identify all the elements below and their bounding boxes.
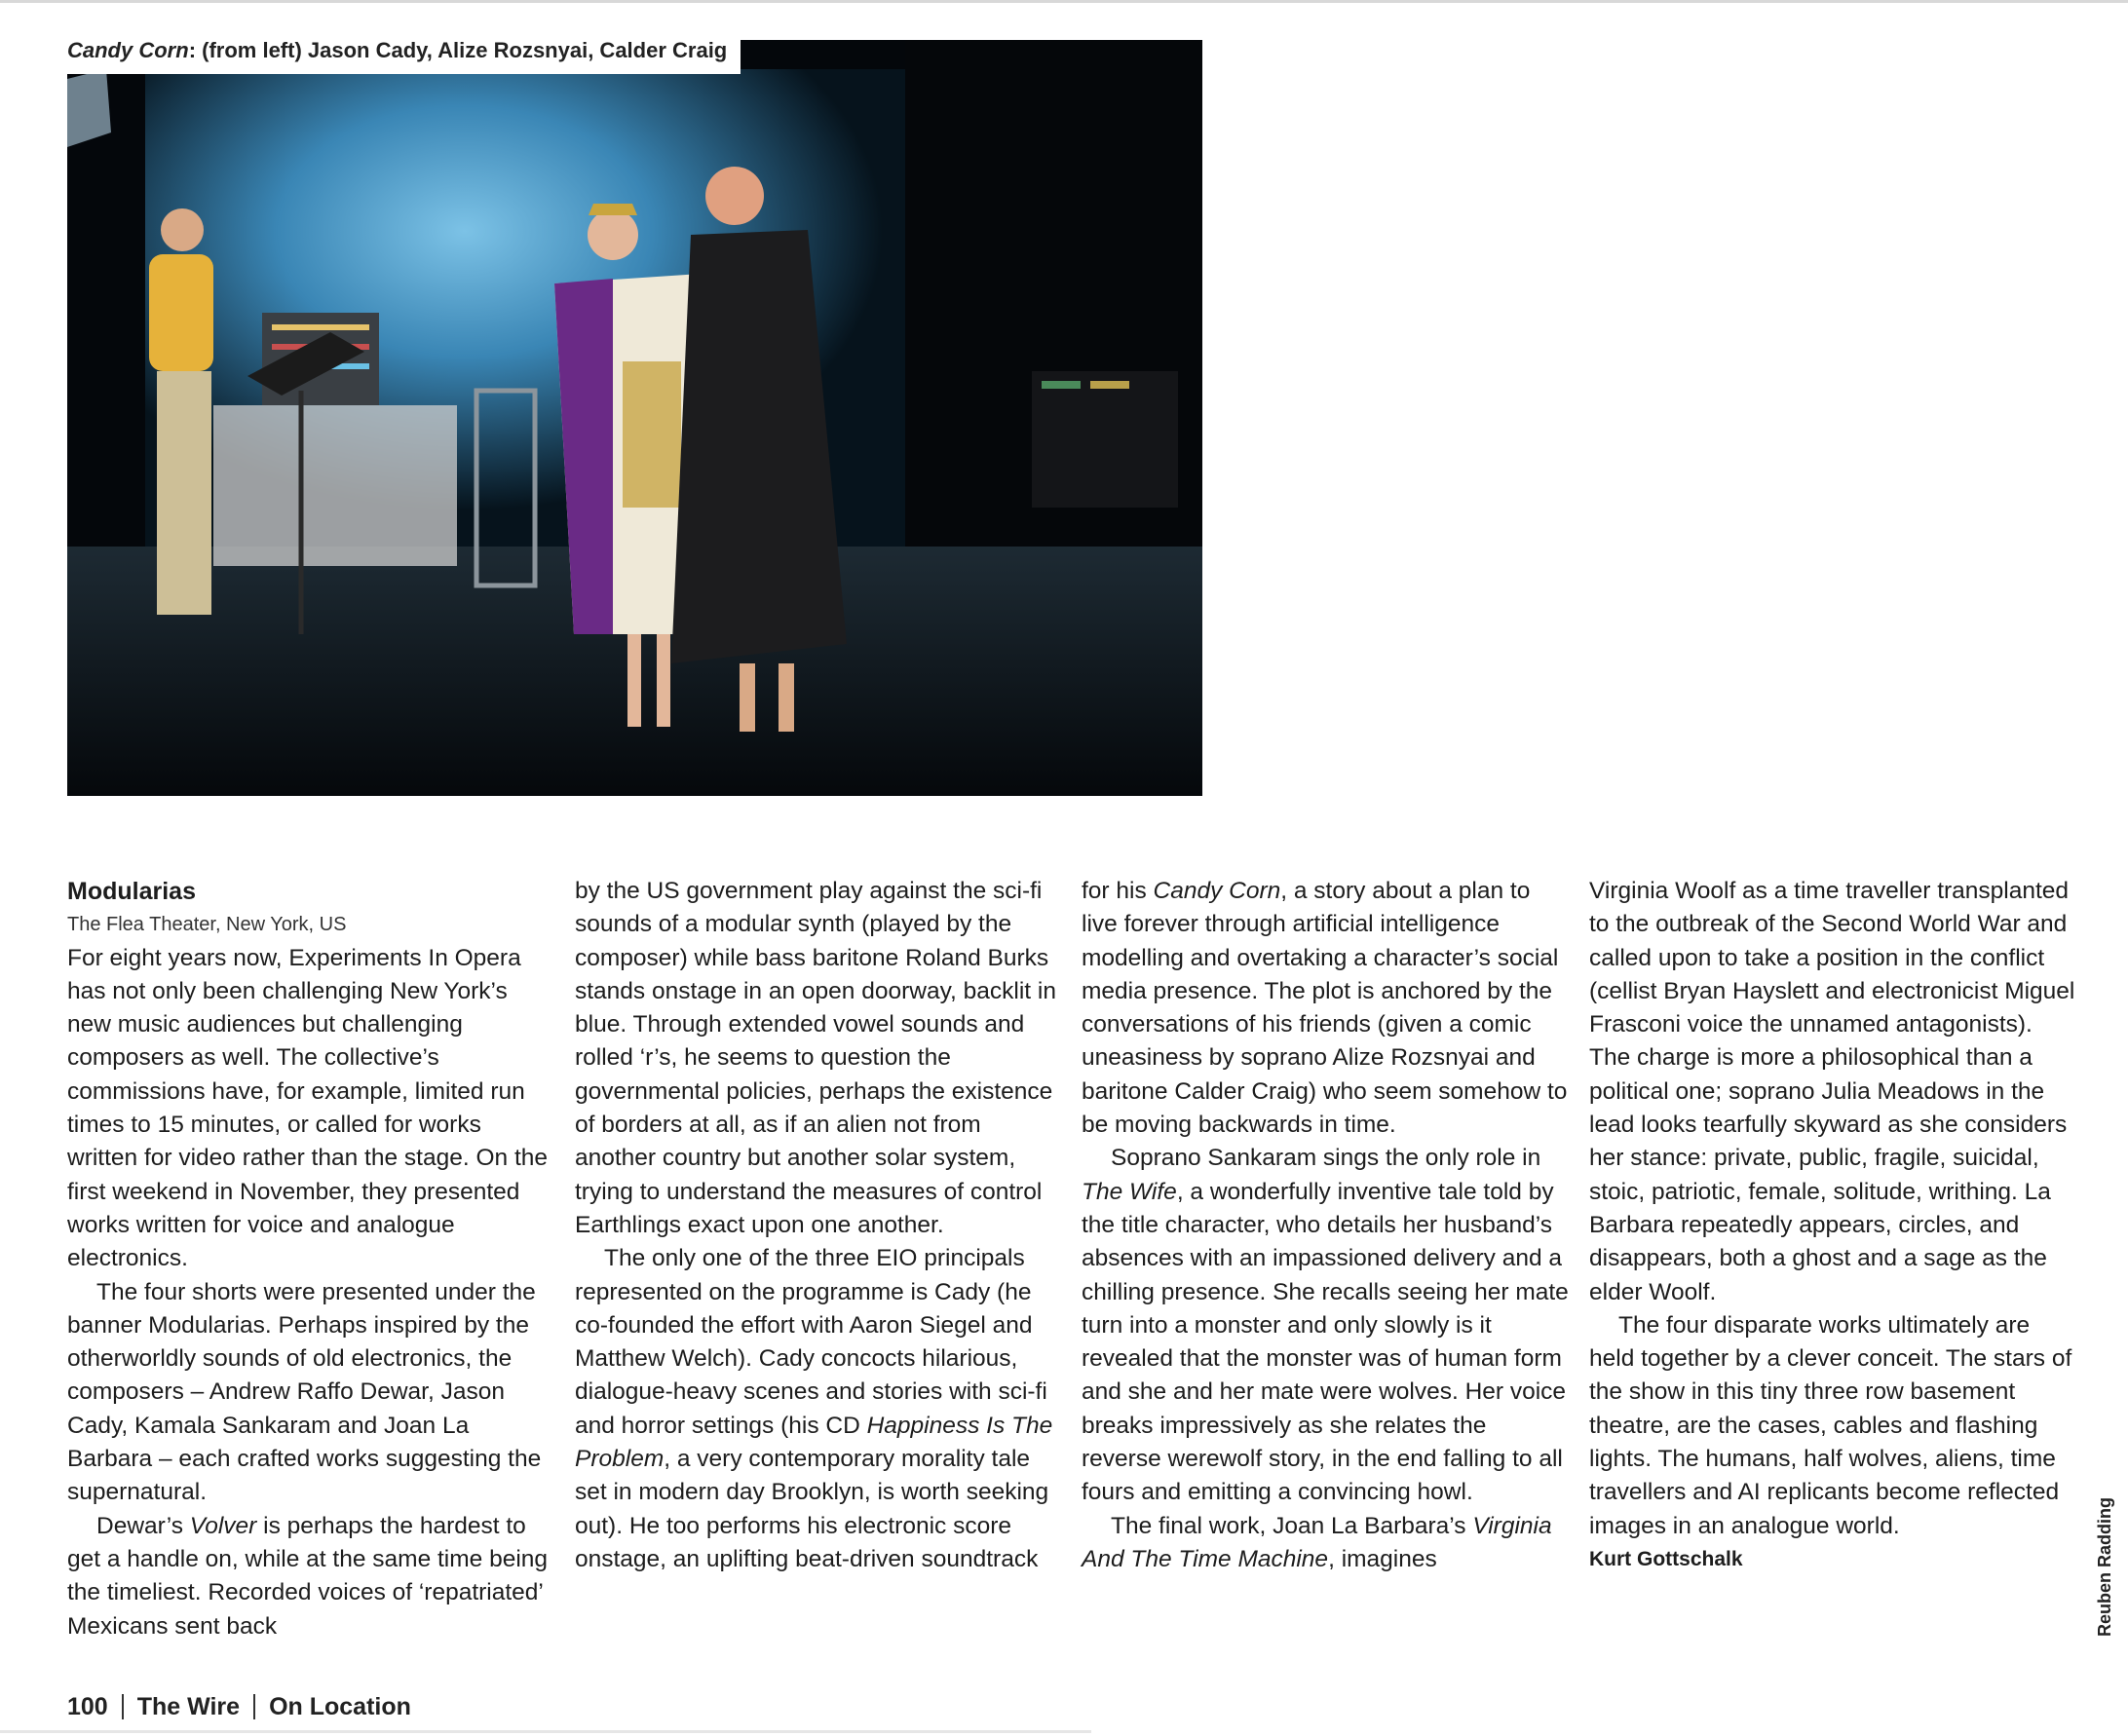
footer-divider bbox=[253, 1694, 255, 1719]
top-rule bbox=[0, 0, 2128, 3]
page-footer bbox=[67, 1691, 411, 1722]
performer-rozsnyai-head bbox=[588, 209, 638, 260]
table bbox=[213, 405, 457, 566]
paragraph: The final work, Joan La Barbara’s Virginia And The Time Machine, imagines bbox=[1082, 1512, 1552, 1572]
footer-divider bbox=[122, 1694, 124, 1719]
electronics-rack bbox=[1032, 371, 1178, 508]
article-column-3 bbox=[1082, 875, 1571, 1576]
crown bbox=[589, 204, 637, 215]
author-byline: Kurt Gottschalk bbox=[1589, 1547, 1743, 1570]
section-name: On Location bbox=[269, 1692, 411, 1720]
performer-cady-head bbox=[161, 208, 204, 251]
paragraph: by the US government play against the sci-fi sounds of a modular synth (played by the composer) while bass baritone Roland Burks stands onstage in an open doorway, backlit in blue. Through extended vowel sounds and rolled ‘r’s, he seems to question the governmental policies, perhaps the existence of borders at all, as if an alien not from another country but another solar system, trying to understand the measures of control Earthlings exact upon one another. bbox=[575, 878, 1056, 1238]
paragraph: The four disparate works ultimately are held together by a clever conceit. The stars of the show in this tiny three row basement theatre, are the cases, cables and flashing lights. The humans, half wolves, aliens, time travellers and AI replicants become reflected images in an analogue world. bbox=[1589, 1311, 2072, 1539]
paragraph: For eight years now, Experiments In Opera has not only been challenging New York’s new music audiences but challenging composers as well. The collective’s commissions have, for example, limited run times to 15 minutes, or called for works written for video rather than the stage. On the first weekend in November, they presented works written for voice and analogue electronics. bbox=[67, 944, 549, 1272]
caption-title: Candy Corn bbox=[67, 38, 189, 62]
performer-cady-trousers bbox=[157, 371, 211, 615]
article-venue: The Flea Theater, New York, US bbox=[67, 914, 347, 936]
paragraph: The only one of the three EIO principals represented on the programme is Cady (he co-founded the effort with Aaron Siegel and Matthew Welch). Cady concocts hilarious, dialogue-heavy scenes and stories with sci-fi and horror settings (his CD Happiness Is The Problem, a very contemporary morality tale set in modern day Brooklyn, is worth seeking out). He too performs his electronic score onstage, an uplifting beat-driven soundtrack bbox=[575, 1245, 1053, 1572]
stage-photo-illustration bbox=[67, 40, 1202, 796]
article-column-1 bbox=[67, 875, 556, 1643]
bottom-rule bbox=[0, 1730, 1091, 1733]
paragraph: Dewar’s Volver is perhaps the hardest to get a handle on, while at the same time being the timeliest. Recorded voices of ‘repatriated’ Mexicans sent back bbox=[67, 1512, 549, 1640]
magazine-name: The Wire bbox=[136, 1692, 241, 1720]
article-column-2 bbox=[575, 875, 1064, 1576]
article-headline: Modularias bbox=[67, 878, 196, 905]
paragraph: for his Candy Corn, a story about a plan to live forever through artificial intelligence modelling and overtaking a character’s social media presence. The plot is anchored by the conversations of his friends (given a comic uneasiness by soprano Alize Rozsnyai and baritone Calder Craig) who seem somehow to be moving backwards in time. bbox=[1082, 878, 1568, 1139]
photo-caption bbox=[67, 35, 741, 74]
performer-craig-head bbox=[705, 167, 764, 225]
paragraph: The four shorts were presented under the banner Modularias. Perhaps inspired by the otherworldly sounds of old electronics, the composers – Andrew Raffo Dewar, Jason Cady, Kamala Sankaram and Joan La Barbara – each crafted works suggesting the supernatural. bbox=[67, 1278, 542, 1506]
photo-credit: Reuben Radding bbox=[2095, 1497, 2114, 1637]
article-column-4 bbox=[1589, 875, 2078, 1576]
stage-photo bbox=[67, 40, 1202, 796]
page-number: 100 bbox=[67, 1692, 108, 1720]
caption-text: : (from left) Jason Cady, Alize Rozsnyai, Calder Craig bbox=[188, 38, 728, 62]
performer-cady-shirt bbox=[149, 254, 213, 371]
paragraph: Soprano Sankaram sings the only role in The Wife, a wonderfully inventive tale told by the title character, who details her husband’s absences with an impassioned delivery and a chilling presence. She recalls seeing her mate turn into a monster and only slowly is it revealed that the monster was of human form and she and her mate were wolves. Her voice breaks impressively as she relates the reverse werewolf story, in the end falling to all fours and emitting a convincing howl. bbox=[1082, 1145, 1569, 1506]
paragraph: Virginia Woolf as a time traveller transplanted to the outbreak of the Second World War and called upon to take a position in the conflict (cellist Bryan Hayslett and electronicist Miguel Frasconi voice the unnamed antagonists). The charge is more a philosophical than a political one; soprano Julia Meadows in the lead looks tearfully skyward as she considers her stance: private, public, fragile, suicidal, stoic, patriotic, female, solitude, writhing. La Barbara repeatedly appears, circles, and disappears, both a ghost and a sage as the elder Woolf. bbox=[1589, 878, 2075, 1305]
